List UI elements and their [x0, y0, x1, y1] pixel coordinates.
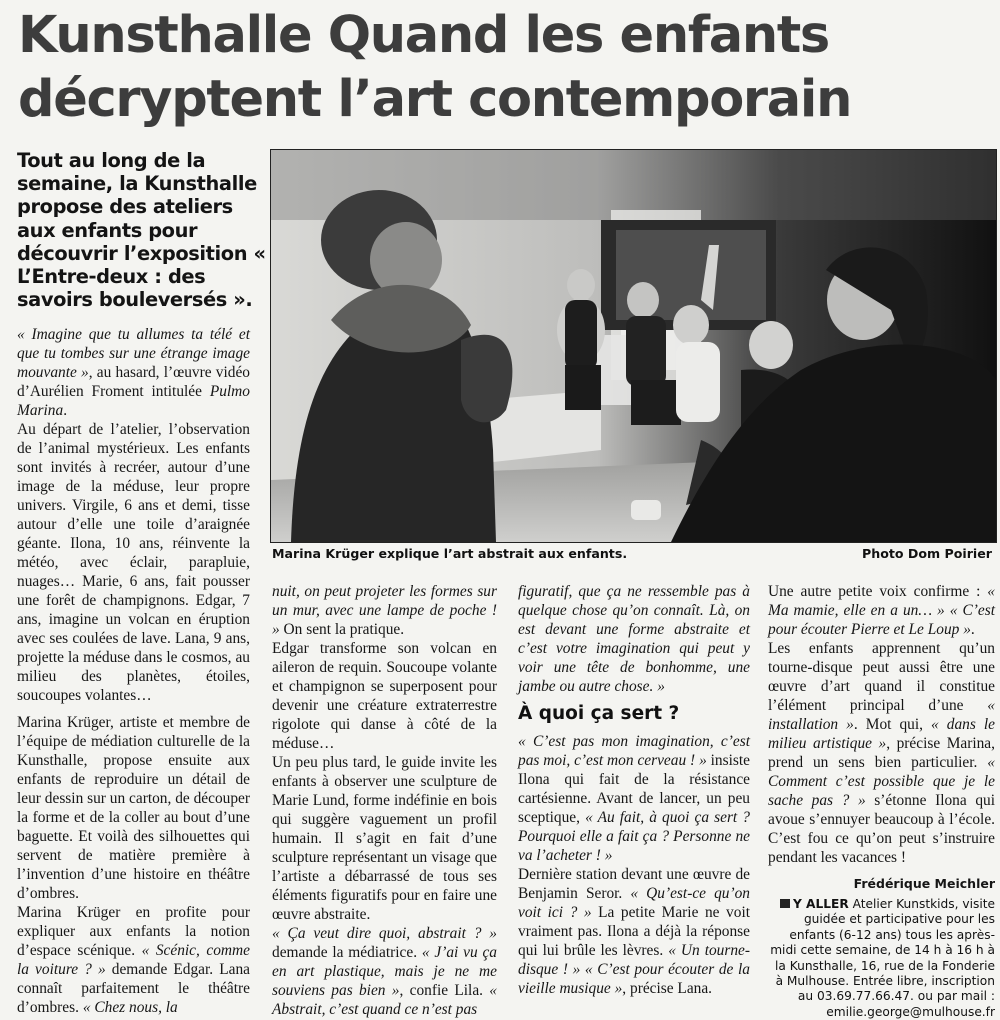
text: s’étonne Ilona qui avoue s’ennuyer beaucoup à l’école. C’est fou ce qu’on peut s’instruire pendant les vacances !	[768, 792, 995, 866]
text: On sent la pratique.	[279, 621, 405, 638]
quote: « Comment c’est possible que je le sache pas ? »	[768, 754, 995, 809]
text: Une autre petite voix confirme :	[768, 583, 988, 600]
article-column-1	[17, 325, 250, 1017]
quote: « Imagine que tu allumes ta télé et que tu tombes sur une étrange image mouvante »	[17, 326, 250, 381]
paragraph: Un peu plus tard, le guide invite les enfants à observer une sculpture de Marie Lund, forme indéfinie en bois qui suggère vaguement un profil humain. Il s’agit en fait d’une sculpture représentant un visage que l’artiste a débarrassé de tous ses éléments figuratifs pour en faire une œuvre abstraite.	[272, 754, 497, 923]
text: , précise Marina, prend un sens bien particulier.	[768, 735, 995, 771]
text: Les enfants apprennent qu’un tourne-disque peut aussi être une œuvre d’art quand il constitue l’élément principal d’une	[768, 640, 995, 714]
paragraph	[17, 903, 250, 1017]
quote: « Ça veut dire quoi, abstrait ? »	[272, 925, 497, 942]
photo-caption: Marina Krüger explique l’art abstrait aux enfants.	[272, 546, 628, 561]
text: .	[970, 621, 975, 638]
info-text: Atelier Kunstkids, visite guidée et participative pour les enfants (6-12 ans) tous les après-midi cette semaine, de 14 h à 16 h à la Kunsthalle, 16, rue de la Fonderie à Mulhouse. Entrée libre, inscription au 03.69.77.66.47. ou par mail : emilie.george@mulhouse.fr	[770, 897, 995, 1019]
quote: « Ma mamie, elle en a un… » « C’est pour écouter Pierre et Le Loup »	[768, 583, 995, 638]
quote: « Abstrait, c’est quand ce n’est pas	[272, 982, 497, 1018]
paragraph	[272, 924, 497, 1019]
photo-illustration	[271, 150, 996, 542]
paragraph	[518, 732, 750, 865]
subheading: À quoi ça sert ?	[518, 703, 680, 724]
quote: « Au fait, à quoi ça sert ? Pourquoi elle a fait ça ? Personne ne va l’acheter ! »	[518, 809, 750, 864]
standfirst: Tout au long de la semaine, la Kunsthalle propose des ateliers aux enfants pour découvrir l’exposition « L’Entre-deux : des savoirs bouleversés ».	[17, 149, 266, 312]
headline: Kunsthalle Quand les enfants décryptent l’art contemporain	[18, 6, 852, 129]
quote: « J’ai vu ça en art plastique, mais je ne me souviens pas bien »	[272, 944, 498, 999]
square-bullet-icon	[780, 899, 790, 908]
text: demande Edgar. Lana connaît parfaitement le théâtre d’ombres.	[17, 961, 250, 1016]
paragraph: Edgar transforme son volcan en aileron de requin. Soucoupe volante et champignon se superposent pour devenir une créature extraterrestre rigolote qui danse à côté de la méduse…	[272, 640, 497, 752]
paragraph: Au départ de l’atelier, l’observation de l’animal mystérieux. Les enfants sont invités à recréer, autour d’une image de la méduse, leur propre univers. Virgile, 6 ans et demi, tisse autour d’elle une toile d’araignée géante. Ilona, 10 ans, réinvente la météo, avec éclair, parapluie, nuages… Marie, 6 ans, fait pousser une forêt de champignons. Edgar, 7 ans, imagine un volcan en éruption avec ses coulées de lave. Lana, 9 ans, projette la méduse dans le cosmos, au milieu des planètes, étoiles, soucoupes volantes…	[17, 421, 250, 704]
quote: nuit, on peut projeter les formes sur un mur, avec une lampe de poche ! »	[272, 583, 497, 638]
quote: « installation »	[768, 697, 995, 733]
info-label: Y ALLER	[792, 897, 849, 911]
article-column-2	[272, 582, 497, 1019]
text: , confie Lila.	[399, 982, 490, 999]
quote: « Qu’est-ce qu’on voit ici ? »	[518, 885, 750, 921]
paragraph	[768, 582, 995, 639]
text: , précise Lana.	[622, 980, 713, 997]
text: .	[63, 402, 68, 419]
quote: « Un tourne-disque ! »	[518, 942, 751, 978]
quote: « C’est pas mon imagination, c’est pas moi, c’est mon cerveau ! »	[518, 733, 750, 769]
quote: « C’est pour écouter de la vieille musique »	[518, 961, 750, 997]
quote: « dans le milieu artistique »	[768, 716, 996, 752]
article-column-4	[768, 582, 995, 1020]
text: insiste Ilona qui fait de la résistance cartésienne. Avant de lancer, un peu sceptique,	[518, 752, 750, 826]
text: , au hasard, l’œuvre vidéo d’Aurélien Froment intitulée	[17, 364, 250, 400]
text: . Mot qui,	[853, 716, 932, 733]
photo-caption-bar	[272, 544, 992, 564]
paragraph	[768, 639, 995, 867]
paragraph: Marina Krüger, artiste et membre de l’équipe de médiation culturelle de la Kunsthalle, propose ensuite aux enfants de reproduire un détail de leur dessin sur un carton, de découper la forme et de la coller au bout d’une baguette. Et voilà des silhouettes qui servent de matière première à l’invention d’une histoire en théâtre d’ombres.	[17, 714, 250, 902]
text: Marina Krüger en profite pour expliquer aux enfants la notion d’espace scénique.	[17, 904, 250, 959]
paragraph	[518, 865, 750, 998]
practical-info-box	[768, 897, 995, 1020]
paragraph	[17, 325, 250, 420]
text: La petite Marie ne voit vraiment pas. Ilona a déjà la réponse qui lui brûle les lèvres.	[518, 904, 750, 959]
artwork-title: Pulmo Marina	[17, 383, 250, 419]
paragraph	[272, 582, 497, 639]
quote: « Chez nous, la	[82, 999, 178, 1016]
article-column-3	[518, 582, 750, 998]
article-photo	[270, 149, 997, 543]
quote: figuratif, que ça ne ressemble pas à quelque chose qu’on connaît. Là, on est devant une forme abstraite et c’est votre imagination qui peut y voir une tête de bonhomme, une jambe ou autre chose. »	[518, 583, 750, 695]
text: Dernière station devant une œuvre de Benjamin Seror.	[518, 866, 750, 902]
text: demande la médiatrice.	[272, 944, 422, 961]
byline: Frédérique Meichler	[853, 876, 995, 891]
photo-credit: Photo Dom Poirier	[862, 546, 992, 561]
quote: « Scénic, comme la voiture ? »	[17, 942, 250, 978]
paragraph	[518, 582, 750, 696]
